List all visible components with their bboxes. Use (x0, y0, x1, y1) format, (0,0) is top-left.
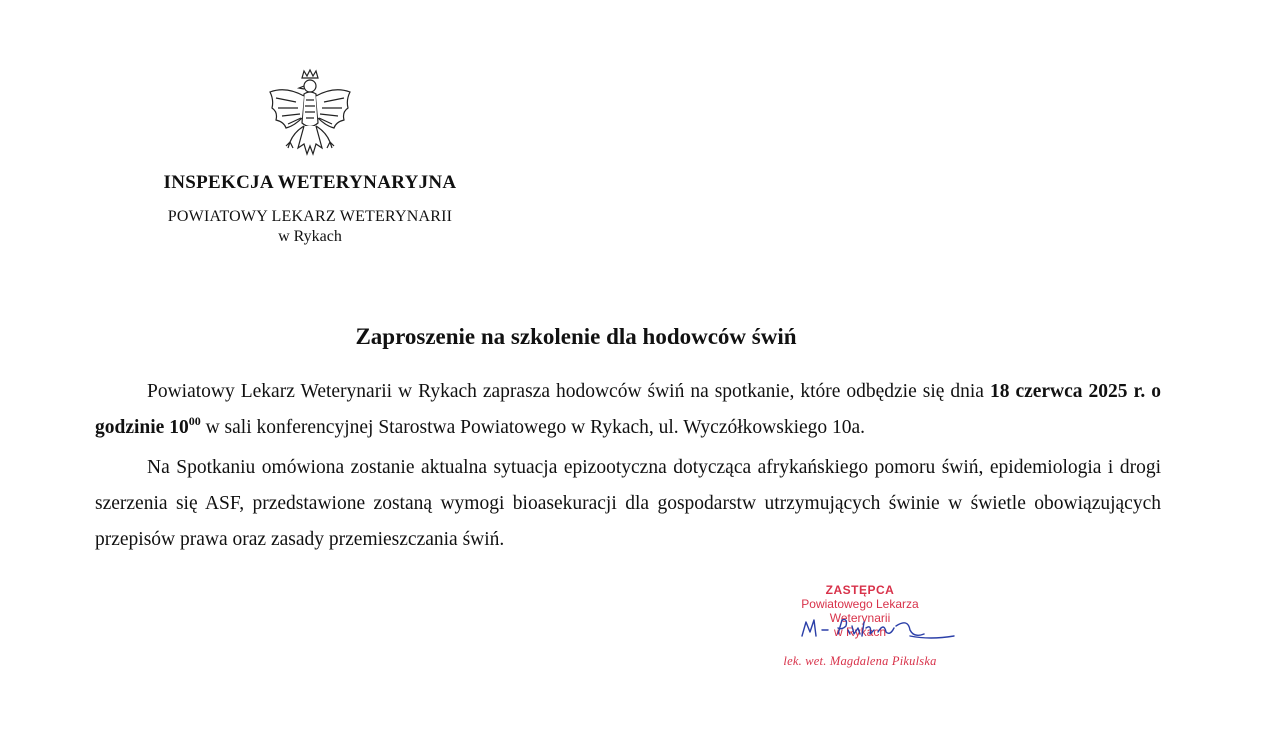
invitation-intro: Powiatowy Lekarz Weterynarii w Rykach zaprasza hodowców świń na spotkanie, które odbędzie się dnia (147, 381, 990, 402)
org-name: INSPEKCJA WETERYNARYJNA (163, 172, 457, 193)
stamp-role: ZASTĘPCA (825, 583, 895, 597)
stamp-name: lek. wet. Magdalena Pikulska (783, 654, 937, 668)
document-body (95, 374, 1161, 558)
meeting-date: 18 czerwca 2025 r. o godzinie 10 (95, 381, 1161, 438)
document-title: Zaproszenie na szkolenie dla hodowców świń (355, 324, 797, 349)
paragraph-agenda: Na Spotkaniu omówiona zostanie aktualna sytuacja epizootyczna dotycząca afrykańskiego pomoru świń, epidemiologia i drogi szerzenia się ASF, przedstawione zostaną wymogi bioasekuracji dla gospodarstw utrzymujących świnie w świetle obowiązujących przepisów prawa oraz zasady przemieszczania świń. (95, 457, 1161, 550)
letterhead (130, 68, 490, 246)
meeting-time-minutes: 00 (188, 414, 201, 428)
polish-eagle-icon (264, 68, 356, 166)
office-name: POWIATOWY LEKARZ WETERYNARII (167, 208, 453, 225)
stamp-line-2: w Rykach (833, 625, 886, 639)
handwritten-signature (790, 608, 960, 650)
office-city: w Rykach (278, 228, 342, 245)
invitation-location: w sali konferencyjnej Starostwa Powiatowego w Rykach, ul. Wyczółkowskiego 10a. (200, 417, 866, 438)
paragraph-invitation (95, 374, 1161, 446)
stamp-line-1: Powiatowego Lekarza Weterynarii (801, 597, 919, 625)
